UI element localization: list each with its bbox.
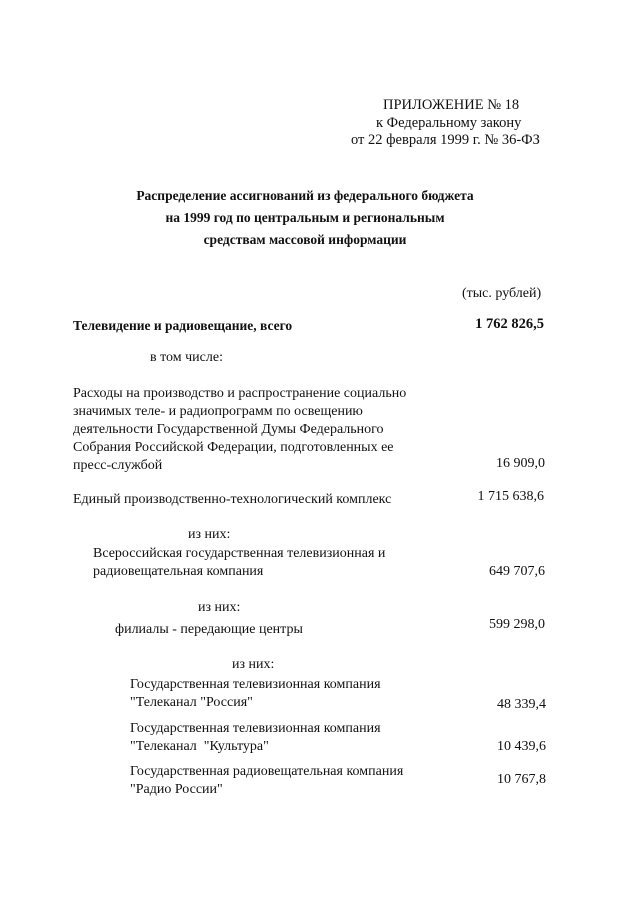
title-line-3: средствам массовой информации [203,232,407,247]
row-radio-value: 10 767,8 [497,772,546,787]
row-radio-line-2: "Радио России" [130,782,223,797]
law-reference: к Федеральному закону [376,115,522,131]
appendix-number: ПРИЛОЖЕНИЕ № 18 [383,97,520,113]
of-them-label-2: из них: [198,600,241,615]
row-branches-label: филиалы - передающие центры [115,622,303,637]
row-duma-line-5: пресс-службой [73,458,163,473]
row-radio-line-1: Государственная радиовещательная компания [130,764,404,779]
row-total-label: Телевидение и радиовещание, всего [73,318,293,333]
unit-label: (тыс. рублей) [462,286,542,301]
row-duma-line-3: деятельности Государственной Думы Федерального [73,422,384,437]
row-russia-label [130,676,381,712]
document-title [80,185,530,251]
row-kultura-value: 10 439,6 [497,739,546,754]
row-kultura-line-1: Государственная телевизионная компания [130,721,381,736]
including-label: в том числе: [150,350,223,365]
row-radio-label [130,763,403,799]
row-vgtrk-line-1: Всероссийская государственная телевизионная и [93,546,386,561]
row-russia-value: 48 339,4 [497,697,546,712]
row-vgtrk-line-2: радиовещательная компания [93,564,264,579]
row-russia-line-1: Государственная телевизионная компания [130,677,381,692]
row-vgtrk-value: 649 707,6 [489,564,545,579]
row-duma-line-2: значимых теле- и радиопрограмм по освещению [73,404,363,419]
row-duma-line-1: Расходы на производство и распространение социально [73,386,407,401]
law-date: от 22 февраля 1999 г. № 36-ФЗ [351,132,540,148]
row-kultura-line-2: "Телеканал "Культура" [130,739,269,754]
row-russia-line-2: "Телеканал "Россия" [130,695,253,710]
of-them-label-1: из них: [188,527,231,542]
title-line-2: на 1999 год по центральным и региональным [165,210,445,225]
row-kultura-label [130,720,381,756]
row-duma-line-4: Собрания Российской Федерации, подготовленных ее [73,440,394,455]
row-duma-value: 16 909,0 [496,456,545,471]
row-total-value: 1 762 826,5 [475,316,544,332]
row-complex-value: 1 715 638,6 [477,489,544,504]
row-duma-label [73,385,406,475]
row-complex-label: Единый производственно-технологический комплекс [73,492,392,507]
of-them-label-3: из них: [232,657,275,672]
row-branches-value: 599 298,0 [489,617,545,632]
row-vgtrk-label [93,545,385,581]
title-line-1: Распределение ассигнований из федерального бюджета [136,188,474,203]
